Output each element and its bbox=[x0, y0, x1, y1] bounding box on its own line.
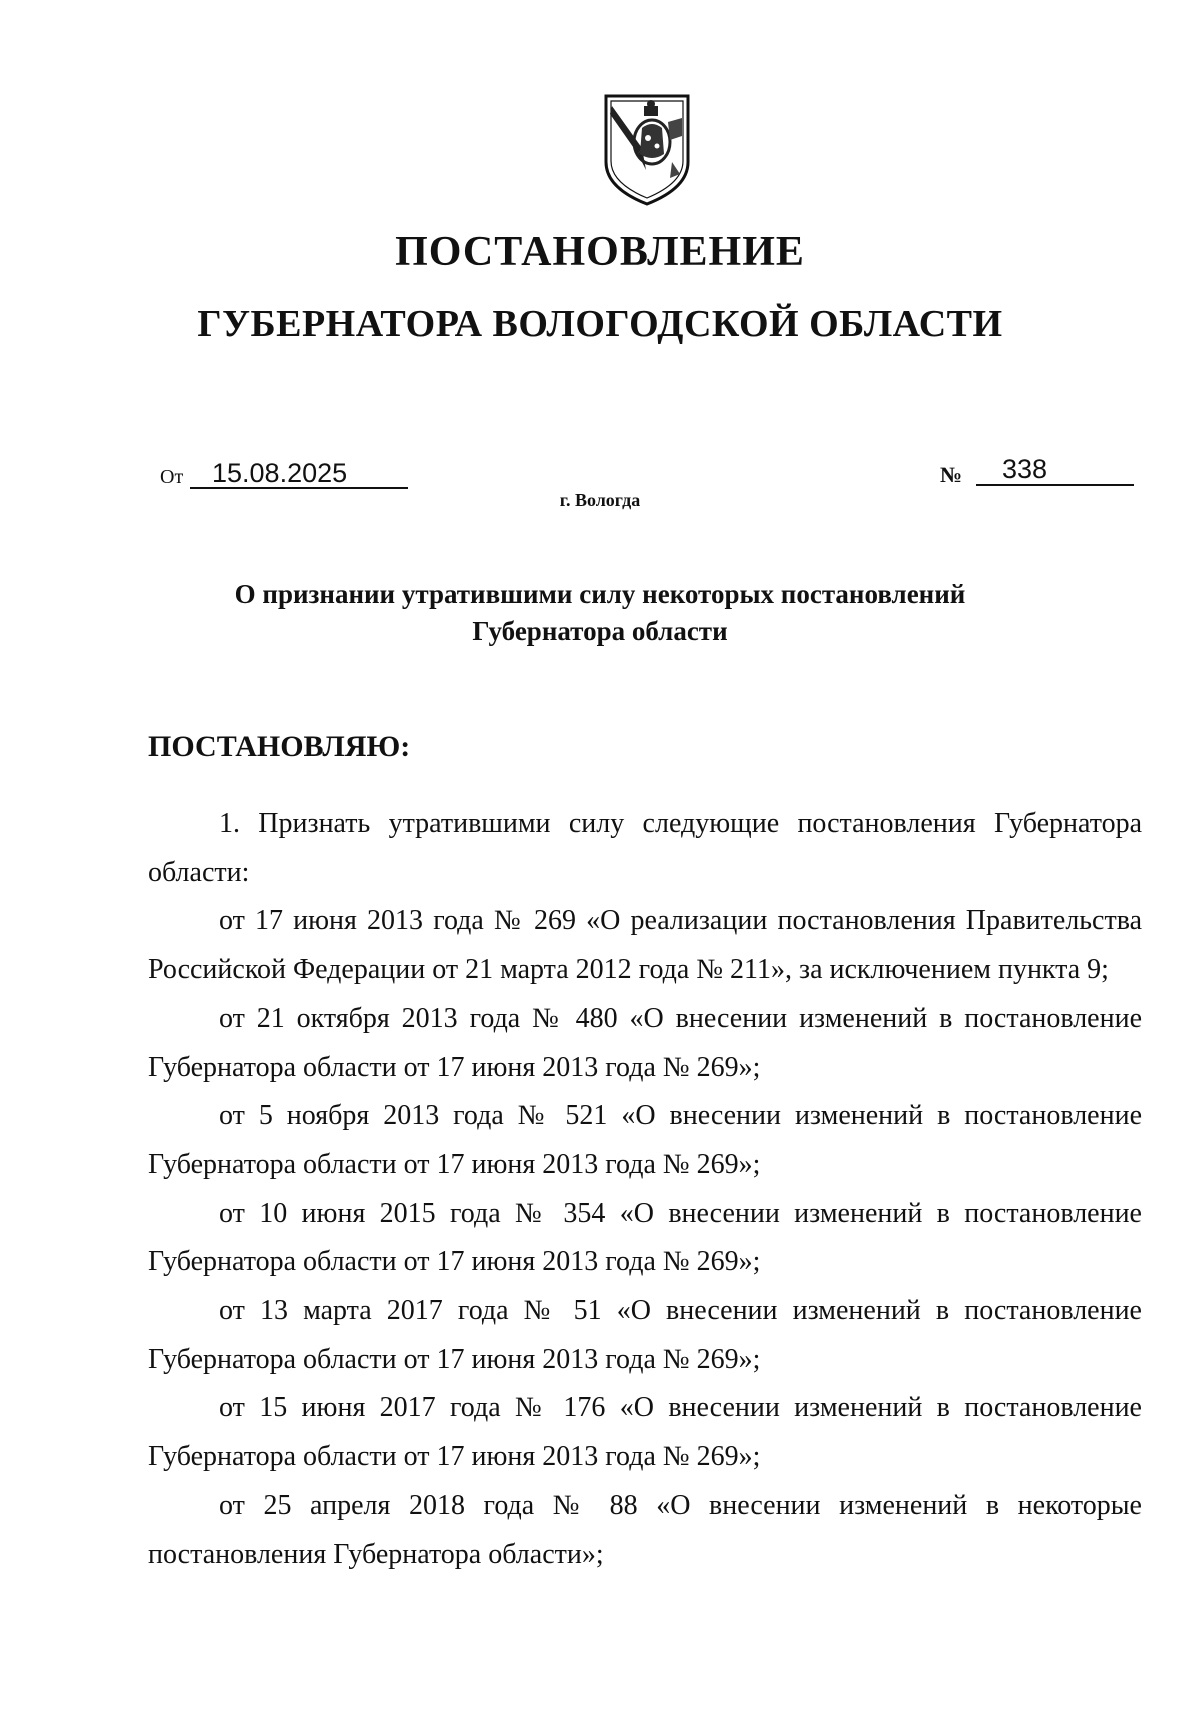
paragraph: от 25 апреля 2018 года № 88 «О внесении изменений в некоторые постановления Губернатора области»; bbox=[148, 1489, 1142, 1570]
city: г. Вологда bbox=[559, 490, 641, 510]
document-date: 15.08.2025 bbox=[212, 458, 348, 488]
paragraph: от 5 ноября 2013 года № 521 «О внесении изменений в постановление Губернатора области от 17 июня 2013 года № 269»; bbox=[148, 1100, 1142, 1180]
paragraph: от 10 июня 2015 года № 354 «О внесении изменений в постановление Губернатора области от 17 июня 2013 года № 269»; bbox=[148, 1197, 1142, 1278]
subject-line-2: Губернатора области bbox=[472, 616, 728, 646]
document-number: 338 bbox=[1002, 454, 1048, 484]
coat-of-arms-icon bbox=[602, 92, 692, 208]
subject-line-1: О признании утратившими силу некоторых постановлений bbox=[234, 579, 966, 609]
number-underline bbox=[976, 484, 1134, 486]
issuing-authority: ГУБЕРНАТОРА ВОЛОГОДСКОЙ ОБЛАСТИ bbox=[197, 303, 1003, 345]
document-title: ПОСТАНОВЛЕНИЕ bbox=[395, 229, 805, 275]
paragraph: от 21 октября 2013 года № 480 «О внесении изменений в постановление Губернатора области от 17 июня 2013 года № 269»; bbox=[148, 1002, 1142, 1083]
resolve-heading: ПОСТАНОВЛЯЮ: bbox=[148, 730, 411, 763]
document-body bbox=[148, 800, 1142, 1579]
date-label: От bbox=[160, 466, 184, 488]
paragraph: от 13 марта 2017 года № 51 «О внесении изменений в постановление Губернатора области от 17 июня 2013 года № 269»; bbox=[148, 1295, 1142, 1375]
number-label: № bbox=[940, 462, 963, 487]
paragraph: от 17 июня 2013 года № 269 «О реализации постановления Правительства Российской Федерации от 21 марта 2012 года № 211», за исключением пункта 9; bbox=[148, 905, 1142, 986]
paragraph: 1. Признать утратившими силу следующие постановления Губернатора области: bbox=[148, 808, 1142, 888]
paragraph: от 15 июня 2017 года № 176 «О внесении изменений в постановление Губернатора области от 17 июня 2013 года № 269»; bbox=[148, 1392, 1142, 1473]
